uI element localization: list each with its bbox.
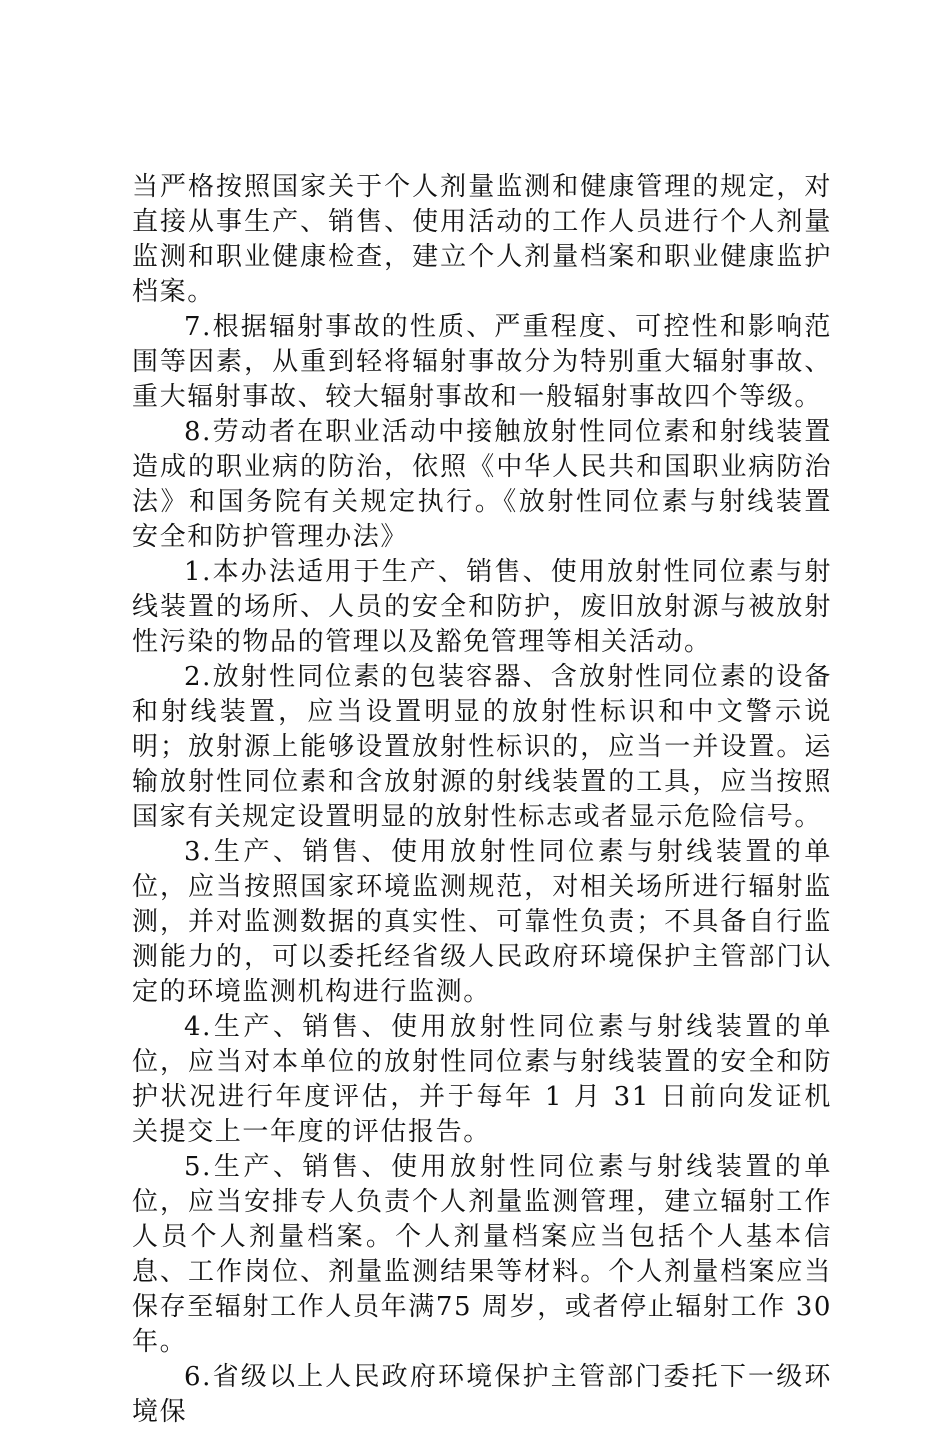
paragraph-item-8: 8.劳动者在职业活动中接触放射性同位素和射线装置造成的职业病的防治，依照《中华人民共和国职业病防治法》和国务院有关规定执行。《放射性同位素与射线装置安全和防护管理办法》: [132, 417, 832, 552]
paragraph-item-6: 6.省级以上人民政府环境保护主管部门委托下一级环境保: [132, 1362, 832, 1427]
paragraph-item-1: 1.本办法适用于生产、销售、使用放射性同位素与射线装置的场所、人员的安全和防护，废旧放射源与被放射性污染的物品的管理以及豁免管理等相关活动。: [132, 557, 832, 657]
paragraph-item-2: 2.放射性同位素的包装容器、含放射性同位素的设备和射线装置，应当设置明显的放射性标识和中文警示说明；放射源上能够设置放射性标识的，应当一并设置。运输放射性同位素和含放射源的射线装置的工具，应当按照国家有关规定设置明显的放射性标志或者显示危险信号。: [132, 662, 832, 832]
paragraph-item-4: 4.生产、销售、使用放射性同位素与射线装置的单位，应当对本单位的放射性同位素与射线装置的安全和防护状况进行年度评估，并于每年 1 月 31 日前向发证机关提交上一年度的评估报告。: [132, 1012, 832, 1147]
paragraph-item-3: 3.生产、销售、使用放射性同位素与射线装置的单位，应当按照国家环境监测规范，对相关场所进行辐射监测，并对监测数据的真实性、可靠性负责；不具备自行监测能力的，可以委托经省级人民政府环境保护主管部门认定的环境监测机构进行监测。: [132, 837, 832, 1007]
paragraph-item-5: 5.生产、销售、使用放射性同位素与射线装置的单位，应当安排专人负责个人剂量监测管理，建立辐射工作人员个人剂量档案。个人剂量档案应当包括个人基本信息、工作岗位、剂量监测结果等材料。个人剂量档案应当保存至辐射工作人员年满75 周岁，或者停止辐射工作 30 年。: [132, 1152, 832, 1357]
paragraph-item-7: 7.根据辐射事故的性质、严重程度、可控性和影响范围等因素，从重到轻将辐射事故分为特别重大辐射事故、重大辐射事故、较大辐射事故和一般辐射事故四个等级。: [132, 312, 832, 412]
document-body: [132, 170, 832, 1430]
paragraph-continuation: 当严格按照国家关于个人剂量监测和健康管理的规定，对直接从事生产、销售、使用活动的工作人员进行个人剂量监测和职业健康检查，建立个人剂量档案和职业健康监护档案。: [132, 172, 832, 307]
